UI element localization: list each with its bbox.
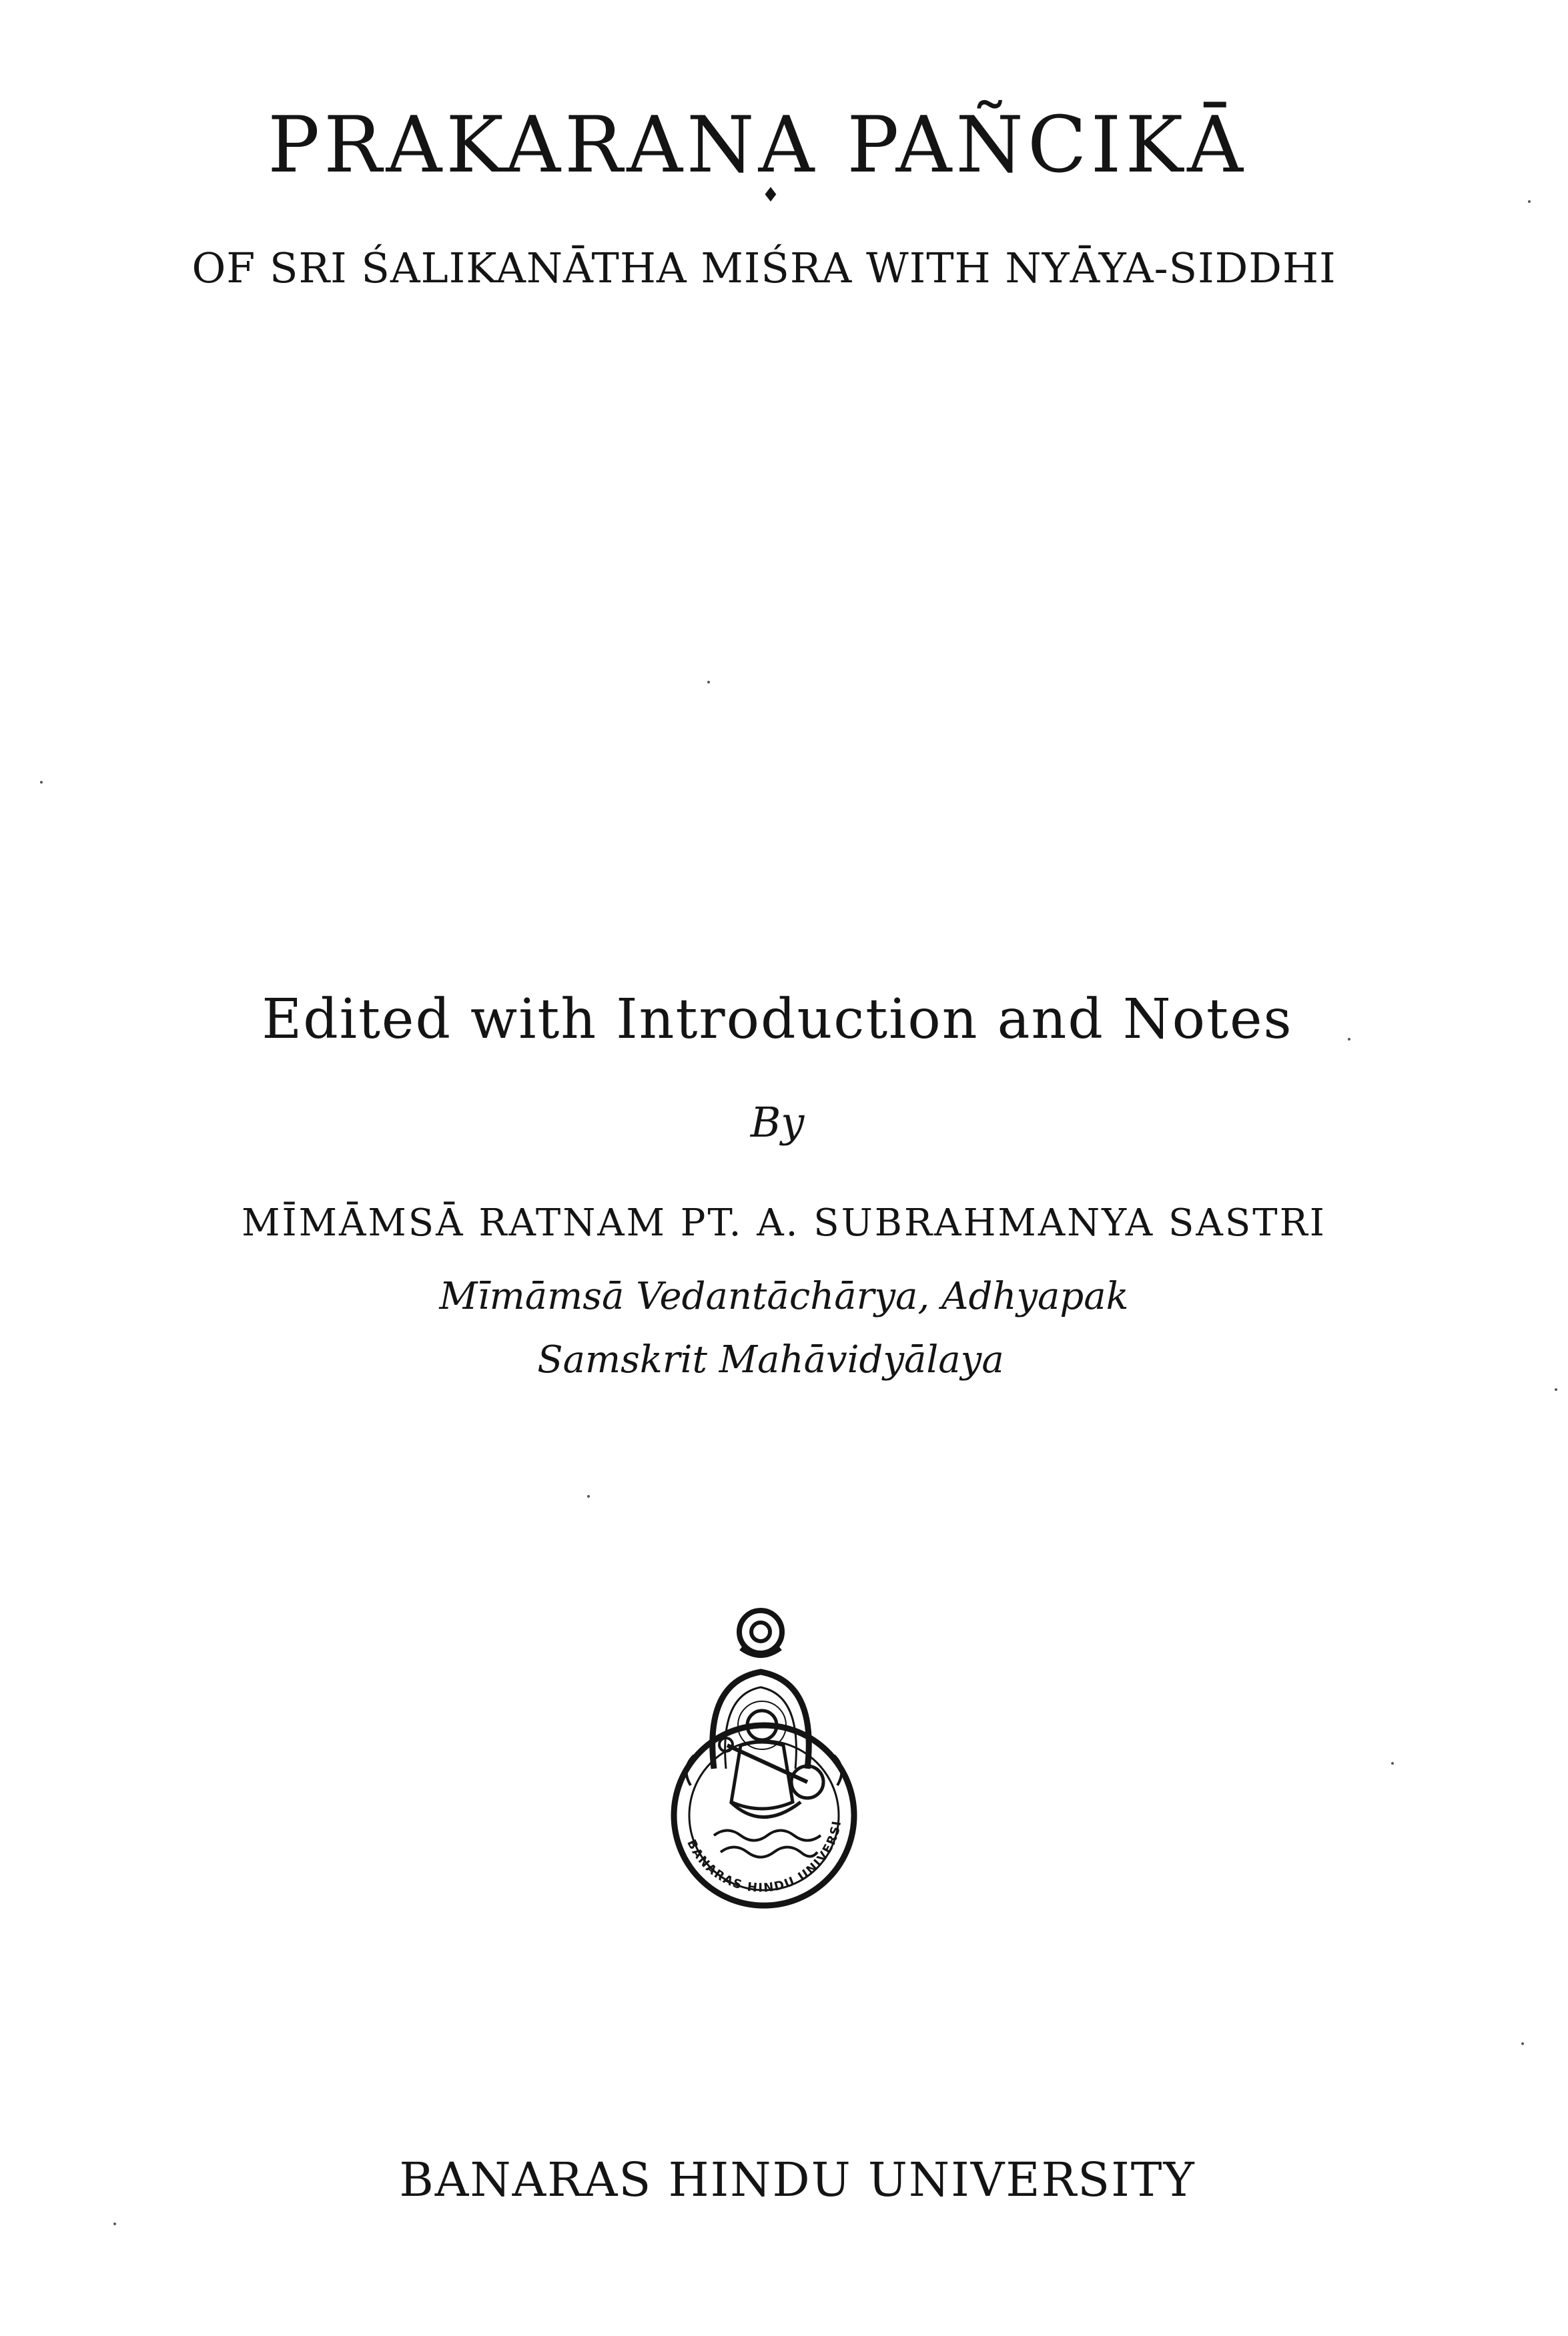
editor-name: MĪMĀMSĀ RATNAM PT. A. SUBRAHMANYA SASTRI xyxy=(242,1201,1326,1245)
seal-inscription: BANARAS HINDU UNIVERSI xyxy=(684,1819,845,1895)
scan-speck xyxy=(1348,1038,1350,1041)
editor-affiliation-1: Mīmāmsā Vedantāchārya, Adhyapak xyxy=(439,1275,1129,1318)
scan-speck xyxy=(707,681,710,683)
scan-speck xyxy=(1391,1762,1394,1765)
banaras-hindu-university-seal-icon xyxy=(641,1602,881,1916)
scan-speck xyxy=(40,781,43,784)
by-label: By xyxy=(750,1098,805,1147)
scan-speck xyxy=(1521,2042,1524,2045)
book-title: PRAKARANA PAÑCIKĀ xyxy=(268,100,1247,190)
title-separator-ornament: ♦ xyxy=(761,184,780,207)
scan-speck xyxy=(1555,1388,1557,1391)
editor-affiliation-2: Samskrit Mahāvidyālaya xyxy=(537,1338,1004,1382)
book-subtitle: OF SRI ŚALIKANĀTHA MIŚRA WITH NYĀYA-SIDDHI xyxy=(191,244,1336,292)
publisher-name: BANARAS HINDU UNIVERSITY xyxy=(399,2152,1196,2207)
edited-with-line: Edited with Introduction and Notes xyxy=(262,988,1293,1051)
scan-speck xyxy=(587,1495,590,1498)
scan-speck xyxy=(1528,200,1531,203)
scan-speck xyxy=(113,2223,116,2225)
